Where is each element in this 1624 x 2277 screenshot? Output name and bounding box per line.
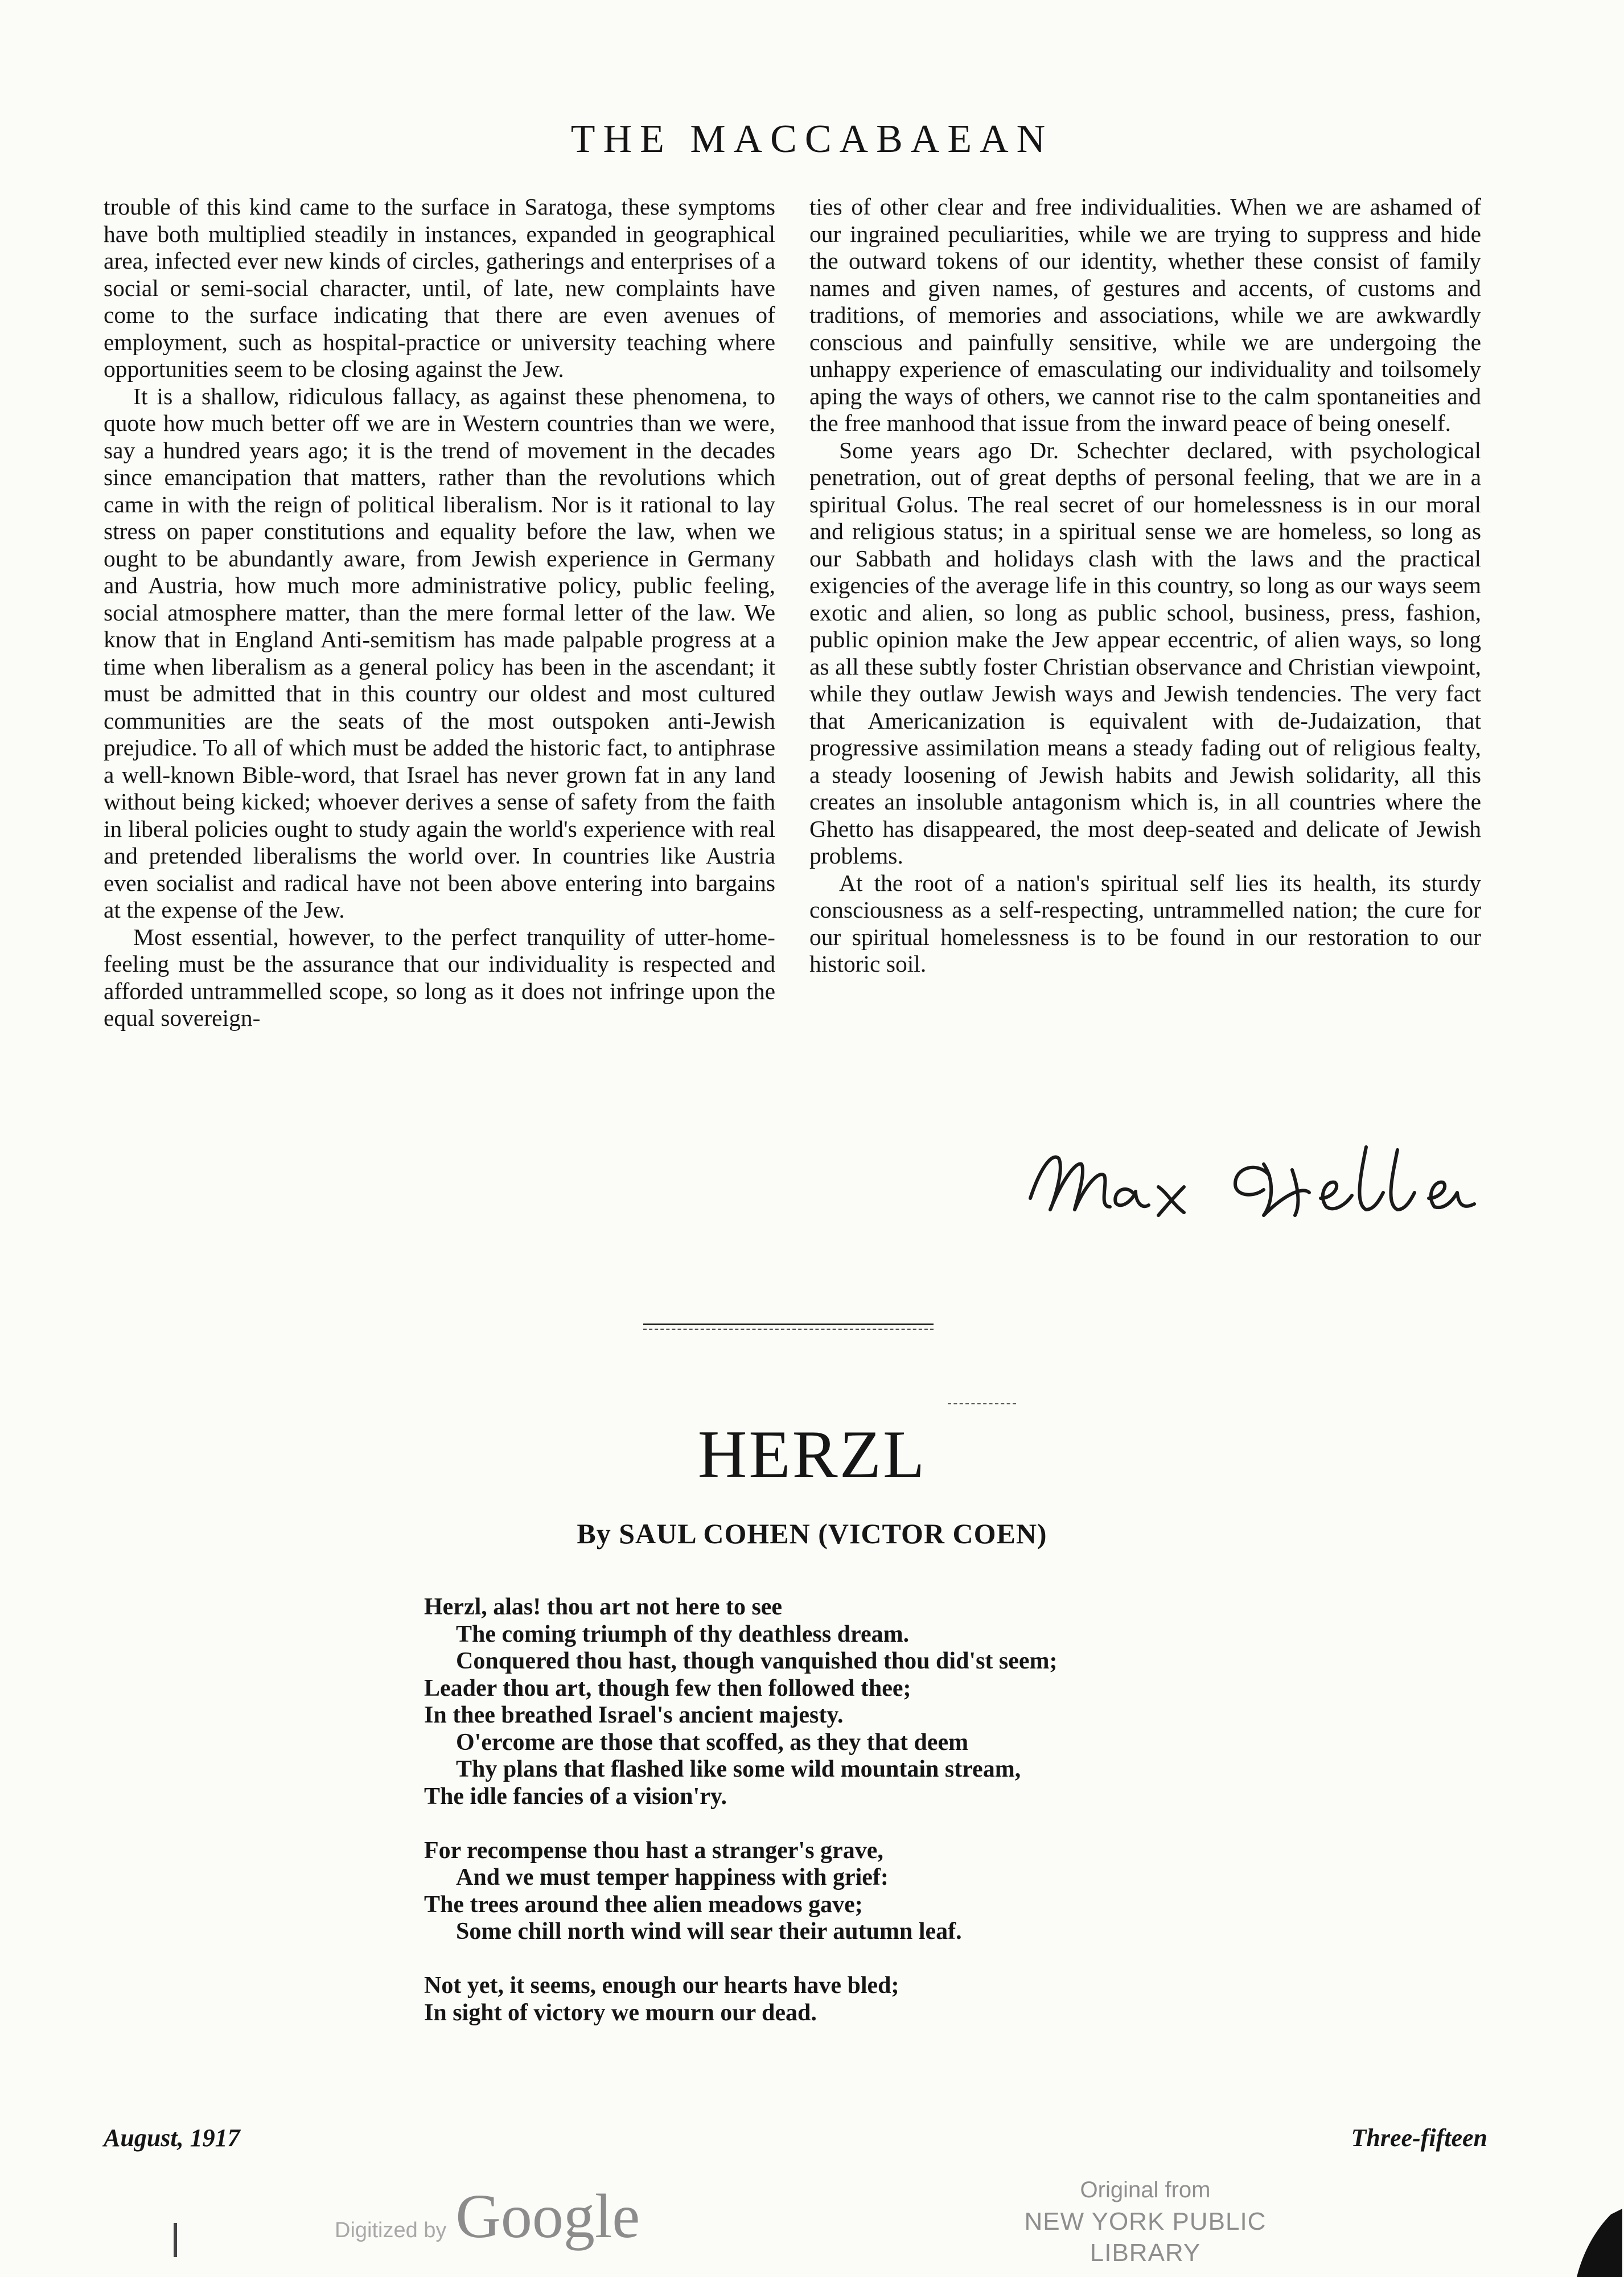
issue-date: August, 1917 (104, 2124, 240, 2152)
paragraph: Some years ago Dr. Schechter declared, with psychological penetration, out of great depths of personal feeling, that we are in a spiritual Golus. The real secret of our homelessness is in our moral and religious status; in a spiritual sense we are homeless, so long as our Sabbath and holidays clash with the laws and the practical exigencies of the average life in this country, so long as our ways seem exotic and alien, so long as public school, business, press, fashion, public opinion make the Jew appear eccentric, of alien ways, so long as all these subtly foster Christian observance and Christian viewpoint, while they outlaw Jewish ways and Jewish tendencies. The very fact that Americanization is equivalent with de-Judaization, that progressive assimilation means a steady fading out of religious fealty, a steady loosening of Jewish habits and Jewish solidarity, all this creates an insoluble antagonism which is, in all countries where the Ghetto has disappeared, the most deep-seated and delicate of Jewish problems. (809, 437, 1481, 869)
paragraph: It is a shallow, ridiculous fallacy, as against these phenomena, to quote how much better off we are in Western countries than we were, say a hundred years ago; it is the trend of movement in the decades since emancipation that matters, rather than the revolutions which came in with the reign of political liberalism. Nor is it rational to lay stress on paper constitutions and equality before the law, when we ought to be abundantly aware, from Jewish experience in Germany and Austria, how much more administrative policy, public feeling, social atmosphere matter, than the mere formal letter of the law. We know that in England Anti-semitism has made palpable progress at a time when liberalism as a general policy has been in the ascendant; it must be admitted that in this country our oldest and most cultured communities are the seats of the most outspoken anti-Jewish prejudice. To all of which must be added the historic fact, to antiphrase a well-known Bible-word, that Israel has never grown fat in any land without being kicked; whoever derives a sense of safety from the faith in liberal policies ought to study again the world's experience with real and pretended liberalisms the world over. In countries like Austria even socialist and radical have not been above entering into bargains at the expense of the Jew. (104, 383, 775, 923)
poem-line: In sight of victory we mourn our dead. (424, 1999, 817, 2026)
poem-line: The trees around thee alien meadows gave; (424, 1891, 863, 1918)
page-number: Three-fifteen (1351, 2124, 1487, 2152)
digitized-by-google (335, 2180, 640, 2253)
stanza-break (424, 1946, 1392, 1973)
decorative-dash (948, 1403, 1016, 1404)
handwritten-signature (1019, 1130, 1486, 1232)
poem-line: Thy plans that flashed like some wild mountain stream, (456, 1756, 1021, 1782)
article-left-column (104, 194, 775, 1032)
poem-line: Herzl, alas! thou art not here to see (424, 1594, 783, 1620)
google-logo: Google (455, 2181, 640, 2251)
poem-line: For recompense thou hast a stranger's grave, (424, 1837, 883, 1864)
poem-body (424, 1594, 1392, 2027)
paragraph: Most essential, however, to the perfect tranquility of utter-home-feeling must be the assurance that our individuality is respected and afforded untrammelled scope, so long as it does not infringe upon the equal sovereign- (104, 923, 775, 1031)
paragraph: trouble of this kind came to the surface in Saratoga, these symptoms have both multiplied steadily in instances, expanded in geographical area, infected ever new kinds of circles, gatherings and enterprises of a social or semi-social character, until, of late, new complaints have come to the surface indicating that there are even avenues of employment, such as hospital-practice or university teaching where opportunities seem to be closing against the Jew. (104, 194, 775, 382)
original-from-label: Original from (1080, 2177, 1211, 2202)
paragraph: ties of other clear and free individualities. When we are ashamed of our ingrained peculiarities, while we are trying to suppress and hide the outward tokens of our identity, whether these consist of family names and given names, of gestures and accents, of customs and traditions, of memories and associations, while we are awkwardly conscious and painfully sensitive, while we are undergoing the unhappy experience of emasculating our individuality and toilsomely aping the ways of others, we cannot rise to the calm spontaneities and the free manhood that issue from the inward peace of being oneself. (809, 194, 1481, 436)
poem-line: In thee breathed Israel's ancient majesty. (424, 1702, 844, 1728)
poem-byline: By SAUL COHEN (VICTOR COEN) (577, 1518, 1047, 1549)
poem-line: The idle fancies of a vision'ry. (424, 1783, 727, 1810)
library-name: NEW YORK PUBLIC LIBRARY (1024, 2208, 1267, 2267)
original-source (975, 2175, 1316, 2268)
poem-line: O'ercome are those that scoffed, as they that deem (456, 1729, 969, 1756)
digitized-label: Digitized by (335, 2218, 447, 2242)
masthead-title: THE MACCABAEAN (570, 117, 1054, 161)
stanza-break (424, 1810, 1392, 1838)
paragraph: At the root of a nation's spiritual self lies its health, its sturdy consciousness as a self-respecting, untrammelled nation; the cure for our spiritual homelessness is to be found in our restoration to our historic soil. (809, 869, 1481, 977)
poem-line: The coming triumph of thy deathless dream. (456, 1621, 910, 1647)
poem-line: Some chill north wind will sear their autumn leaf. (456, 1918, 962, 1945)
poem-line: Conquered thou hast, though vanquished thou did'st seem; (456, 1648, 1058, 1674)
article-right-column (809, 194, 1481, 978)
poem-line: Leader thou art, though few then followed thee; (424, 1675, 911, 1701)
poem-line: Not yet, it seems, enough our hearts have bled; (424, 1972, 899, 1999)
poem-title: HERZL (697, 1416, 927, 1492)
scan-edge-mark (1560, 2209, 1622, 2277)
scan-mark (174, 2223, 177, 2257)
section-divider (643, 1324, 934, 1330)
poem-line: And we must temper happiness with grief: (456, 1864, 889, 1890)
